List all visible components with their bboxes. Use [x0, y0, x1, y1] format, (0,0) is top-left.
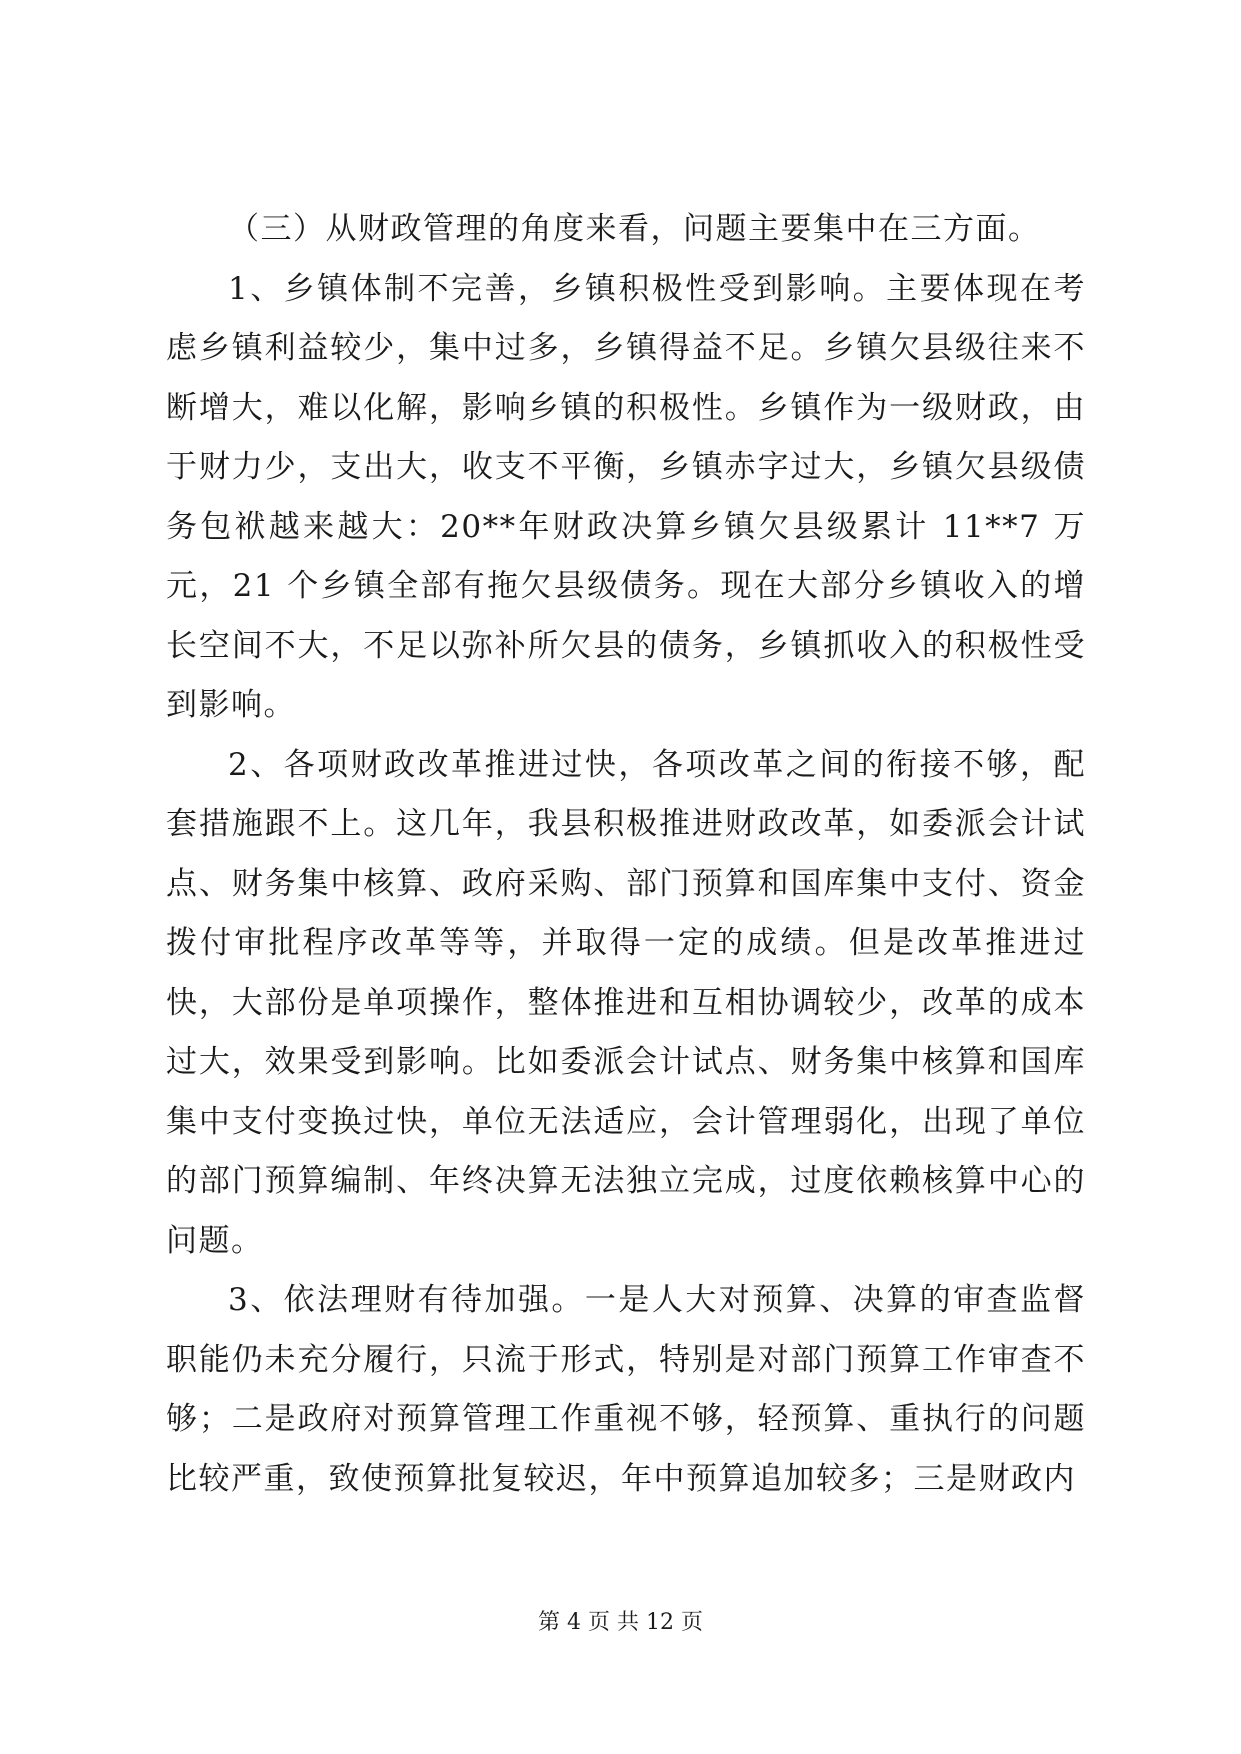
paragraph-3: 3、依法理财有待加强。一是人大对预算、决算的审查监督职能仍未充分履行，只流于形式，特别是对部门预算工作审查不够；二是政府对预算管理工作重视不够，轻预算、重执行的问题比较严重，致使预算批复较迟，年中预算追加较多；三是财政内 — [166, 1282, 1086, 1497]
paragraph-1: 1、乡镇体制不完善，乡镇积极性受到影响。主要体现在考虑乡镇利益较少，集中过多，乡镇得益不足。乡镇欠县级往来不断增大，难以化解，影响乡镇的积极性。乡镇作为一级财政，由于财力少，支出大，收支不平衡，乡镇赤字过大，乡镇欠县级债务包袱越来越大：20**年财政决算乡镇欠县级累计 11**7 万元，21 个乡镇全部有拖欠县级债务。现在大部分乡镇收入的增长空间不大，不足以弥补所欠县的债务，乡镇抓收入的积极性受到影响。 — [166, 270, 1086, 723]
document-body — [166, 200, 1086, 1509]
page-footer: 第 4 页 共 12 页 — [538, 1610, 703, 1635]
section-heading: （三）从财政管理的角度来看，问题主要集中在三方面。 — [228, 211, 1041, 247]
paragraph-2: 2、各项财政改革推进过快，各项改革之间的衔接不够，配套措施跟不上。这几年，我县积极推进财政改革，如委派会计试点、财务集中核算、政府采购、部门预算和国库集中支付、资金拨付审批程序改革等等，并取得一定的成绩。但是改革推进过快，大部份是单项操作，整体推进和互相协调较少，改革的成本过大，效果受到影响。比如委派会计试点、财务集中核算和国库集中支付变换过快，单位无法适应，会计管理弱化，出现了单位的部门预算编制、年终决算无法独立完成，过度依赖核算中心的问题。 — [166, 746, 1086, 1259]
